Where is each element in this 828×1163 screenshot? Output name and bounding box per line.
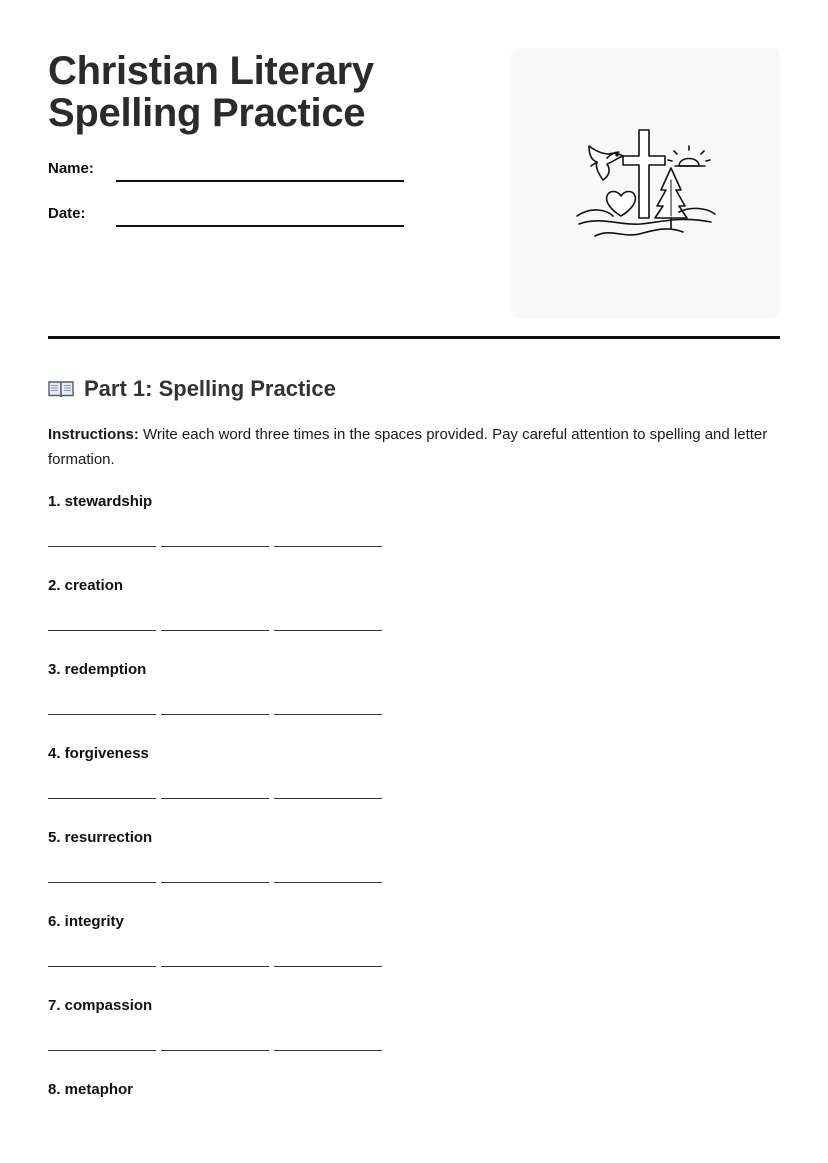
word-label: 6. integrity bbox=[48, 913, 124, 930]
answer-blank[interactable] bbox=[274, 621, 382, 631]
open-book-icon bbox=[48, 379, 74, 399]
answer-blanks bbox=[48, 1041, 384, 1051]
word-item bbox=[48, 995, 780, 1079]
section-title bbox=[48, 376, 336, 402]
word-label: 3. redemption bbox=[48, 661, 147, 678]
word-label: 1. stewardship bbox=[48, 493, 153, 510]
word-label: 5. resurrection bbox=[48, 829, 153, 846]
word-label: 7. compassion bbox=[48, 997, 153, 1014]
worksheet-page bbox=[48, 0, 780, 1098]
answer-blank[interactable] bbox=[274, 957, 382, 967]
answer-blank[interactable] bbox=[161, 1041, 269, 1051]
word-label: 4. forgiveness bbox=[48, 745, 149, 762]
word-label: 2. creation bbox=[48, 577, 124, 594]
word-item bbox=[48, 827, 780, 911]
word-label: 8. metaphor bbox=[48, 1081, 134, 1098]
answer-blanks bbox=[48, 789, 384, 799]
answer-blank[interactable] bbox=[161, 705, 269, 715]
answer-blank[interactable] bbox=[274, 789, 382, 799]
cross-dove-heart-tree-sun-icon bbox=[511, 48, 780, 318]
answer-blank[interactable] bbox=[274, 705, 382, 715]
answer-blank[interactable] bbox=[274, 873, 382, 883]
title-line-2: Spelling Practice bbox=[48, 91, 366, 135]
date-label: Date: bbox=[48, 205, 86, 222]
answer-blank[interactable] bbox=[48, 789, 156, 799]
word-item bbox=[48, 491, 780, 575]
name-line[interactable] bbox=[116, 180, 404, 182]
page-title bbox=[48, 50, 488, 134]
answer-blank[interactable] bbox=[161, 621, 269, 631]
answer-blank[interactable] bbox=[274, 1041, 382, 1051]
answer-blanks bbox=[48, 621, 384, 631]
answer-blank[interactable] bbox=[48, 537, 156, 547]
answer-blanks bbox=[48, 537, 384, 547]
answer-blank[interactable] bbox=[161, 873, 269, 883]
answer-blank[interactable] bbox=[274, 537, 382, 547]
answer-blanks bbox=[48, 873, 384, 883]
answer-blank[interactable] bbox=[48, 705, 156, 715]
word-item bbox=[48, 911, 780, 995]
word-list bbox=[48, 491, 780, 1163]
answer-blanks bbox=[48, 705, 384, 715]
answer-blanks bbox=[48, 957, 384, 967]
header-divider bbox=[48, 336, 780, 339]
word-item bbox=[48, 743, 780, 827]
word-item bbox=[48, 659, 780, 743]
answer-blank[interactable] bbox=[48, 873, 156, 883]
name-label: Name: bbox=[48, 160, 94, 177]
instructions-text: Write each word three times in the spaces provided. Pay careful attention to spelling and letter formation. bbox=[48, 426, 768, 468]
name-field[interactable] bbox=[48, 160, 408, 184]
answer-blank[interactable] bbox=[161, 537, 269, 547]
title-line-1: Christian Literary bbox=[48, 49, 374, 93]
word-item bbox=[48, 575, 780, 659]
illustration-panel bbox=[511, 48, 780, 318]
date-line[interactable] bbox=[116, 225, 404, 227]
answer-blank[interactable] bbox=[48, 1041, 156, 1051]
answer-blank[interactable] bbox=[48, 621, 156, 631]
answer-blank[interactable] bbox=[161, 957, 269, 967]
date-field[interactable] bbox=[48, 205, 408, 229]
worksheet-header bbox=[48, 0, 780, 340]
instructions bbox=[48, 422, 768, 472]
answer-blank[interactable] bbox=[48, 957, 156, 967]
instructions-label: Instructions: bbox=[48, 426, 139, 443]
word-item bbox=[48, 1079, 780, 1163]
section-title-text: Part 1: Spelling Practice bbox=[84, 376, 336, 401]
answer-blank[interactable] bbox=[161, 789, 269, 799]
